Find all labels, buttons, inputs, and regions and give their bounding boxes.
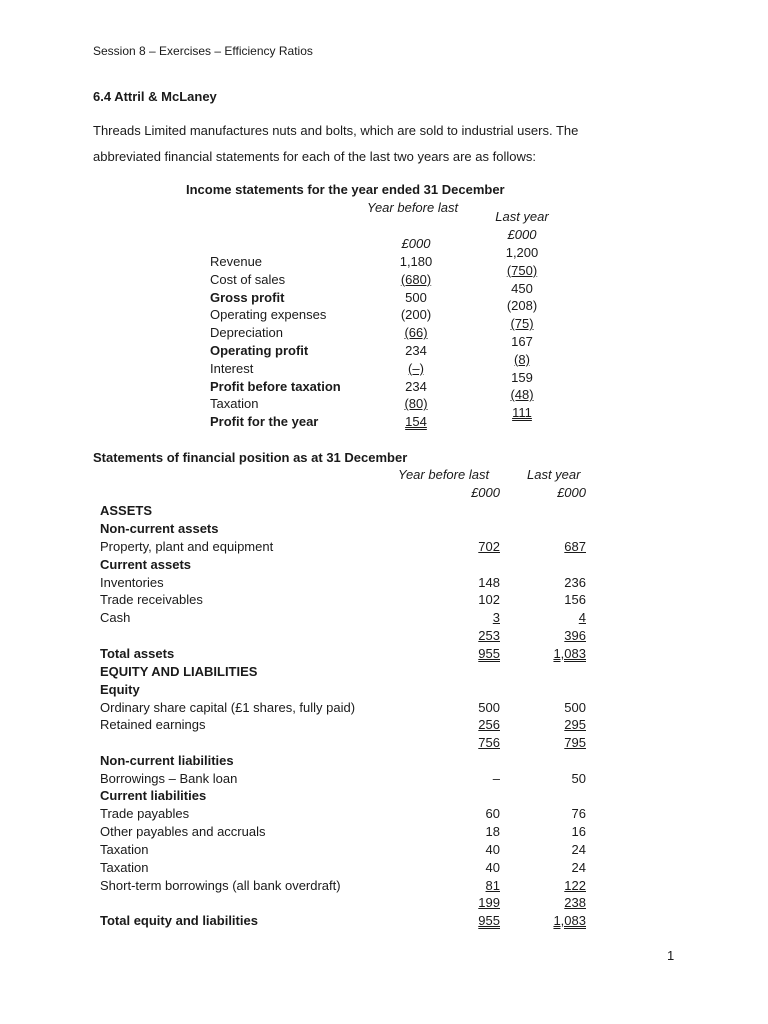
balance-row-value-col1: – <box>492 771 500 786</box>
balance-row-label: Trade payables <box>100 806 190 821</box>
income-row-value-col2: 167 <box>511 334 533 349</box>
balance-row-label: Current liabilities <box>100 788 207 803</box>
income-row-value-col1: (66) <box>404 325 428 341</box>
balance-row-label: Ordinary share capital (£1 shares, fully paid) <box>100 700 356 715</box>
balance-row-label: Property, plant and equipment <box>100 539 274 554</box>
balance-row-value-col2: 500 <box>564 700 586 715</box>
balance-row-value-col1: 500 <box>478 700 500 715</box>
balance-row-label: Non-current liabilities <box>100 753 234 768</box>
balance-row-value-col2: 4 <box>578 610 586 625</box>
balance-row-value-col2: 238 <box>564 895 586 910</box>
balance-col1-unit: £000 <box>471 485 500 500</box>
balance-row-label: Total assets <box>100 646 175 661</box>
balance-col2-heading: Last year <box>527 467 581 482</box>
income-row-label: Operating profit <box>210 343 309 358</box>
balance-row-value-col1: 756 <box>478 735 500 750</box>
intro-line-2: abbreviated financial statements for each of the last two years are as follows: <box>93 149 536 164</box>
income-row-value-col1: (200) <box>400 307 432 323</box>
balance-row-value-col1: 102 <box>478 592 500 607</box>
income-row-label: Interest <box>210 360 254 376</box>
income-row-label: Gross profit <box>210 289 285 305</box>
balance-row-value-col2: 24 <box>571 860 586 875</box>
income-row-value-col1: (80) <box>404 396 428 412</box>
balance-row-value-col2: 236 <box>564 575 586 590</box>
balance-row-value-col1: 81 <box>485 878 500 893</box>
balance-row-value-col1: 18 <box>485 824 500 839</box>
balance-col2-unit: £000 <box>557 485 586 500</box>
balance-row-value-col1: 40 <box>485 842 500 857</box>
balance-row-label: Other payables and accruals <box>100 824 266 839</box>
income-row-label: Operating expenses <box>210 307 327 323</box>
balance-row-label: Total equity and liabilities <box>100 913 258 928</box>
income-row-label: Profit before taxation <box>210 378 341 394</box>
income-row-value-col2: 450 <box>511 280 533 296</box>
balance-row-label: Borrowings – Bank loan <box>100 771 238 786</box>
balance-row-label: Short-term borrowings (all bank overdraft) <box>100 878 341 893</box>
balance-row-label: Cash <box>100 610 131 625</box>
balance-row-label: EQUITY AND LIABILITIES <box>100 664 258 679</box>
balance-row-value-col1: 3 <box>492 610 500 625</box>
income-row-value-col2: (8) <box>514 351 530 367</box>
income-row-value-col1: (–) <box>408 360 424 376</box>
income-row-value-col2: 1,200 <box>505 245 539 260</box>
balance-row-value-col2: 122 <box>564 878 586 893</box>
balance-row-value-col1: 40 <box>485 860 500 875</box>
income-row-label: Taxation <box>210 396 259 412</box>
income-row-value-col1: (680) <box>400 271 432 287</box>
balance-row-label: Equity <box>100 682 140 697</box>
income-row-label: Profit for the year <box>210 414 319 430</box>
balance-row-value-col2: 396 <box>564 628 586 643</box>
income-col1-heading: Year before last <box>367 200 459 215</box>
balance-row-value-col2: 1,083 <box>553 646 586 661</box>
balance-row-value-col2: 795 <box>564 735 586 750</box>
balance-row-value-col2: 50 <box>571 771 586 786</box>
balance-row-value-col2: 16 <box>571 824 586 839</box>
balance-row-value-col2: 687 <box>564 539 586 554</box>
income-row-value-col2: (48) <box>510 387 534 403</box>
income-row-label: Depreciation <box>210 325 283 341</box>
balance-row-label: Taxation <box>100 842 149 857</box>
balance-row-label: Trade receivables <box>100 592 203 607</box>
income-row-value-col2: (208) <box>506 298 538 314</box>
income-row-value-col2: (750) <box>506 262 538 278</box>
income-row-value-col1: 234 <box>405 378 427 394</box>
income-row-label: Revenue <box>210 254 263 269</box>
balance-row-label: Non-current assets <box>100 521 219 536</box>
balance-sheet-title: Statements of financial position as at 31 December <box>93 450 408 465</box>
income-row-value-col2: 111 <box>512 405 532 421</box>
balance-row-value-col1: 60 <box>485 806 500 821</box>
balance-row-value-col2: 1,083 <box>553 913 586 928</box>
balance-row-value-col1: 148 <box>478 575 500 590</box>
balance-row-label: ASSETS <box>100 503 153 518</box>
balance-row-value-col2: 295 <box>564 717 586 732</box>
income-col1-unit: £000 <box>401 236 431 251</box>
balance-row-value-col1: 955 <box>478 913 500 928</box>
balance-row-label: Inventories <box>100 575 164 590</box>
balance-col1-heading: Year before last <box>398 467 490 482</box>
balance-row-value-col1: 199 <box>478 895 500 910</box>
balance-row-value-col2: 76 <box>571 806 586 821</box>
balance-row-label: Taxation <box>100 860 149 875</box>
income-row-value-col2: (75) <box>510 316 534 332</box>
income-col2-heading: Last year <box>495 209 549 224</box>
balance-row-value-col1: 253 <box>478 628 500 643</box>
income-statement-title: Income statements for the year ended 31 December <box>186 182 505 197</box>
balance-row-value-col2: 24 <box>571 842 586 857</box>
income-row-value-col1: 1,180 <box>399 254 433 269</box>
page-number: 1 <box>667 948 675 963</box>
balance-row-value-col1: 702 <box>478 539 500 554</box>
income-col2-unit: £000 <box>507 227 537 242</box>
balance-row-label: Retained earnings <box>100 717 206 732</box>
income-row-value-col1: 154 <box>405 414 427 430</box>
balance-row-value-col2: 156 <box>564 592 586 607</box>
balance-row-value-col1: 955 <box>478 646 500 661</box>
balance-row-label: Current assets <box>100 557 192 572</box>
income-row-value-col1: 234 <box>405 343 427 358</box>
balance-row-value-col1: 256 <box>478 717 500 732</box>
income-row-value-col2: 159 <box>511 369 533 385</box>
income-row-value-col1: 500 <box>405 289 427 305</box>
intro-line-1: Threads Limited manufactures nuts and bolts, which are sold to industrial users. The <box>93 123 579 138</box>
exercise-title: 6.4 Attril & McLaney <box>93 89 217 104</box>
income-row-label: Cost of sales <box>210 271 286 287</box>
page-header: Session 8 – Exercises – Efficiency Ratios <box>93 44 313 58</box>
